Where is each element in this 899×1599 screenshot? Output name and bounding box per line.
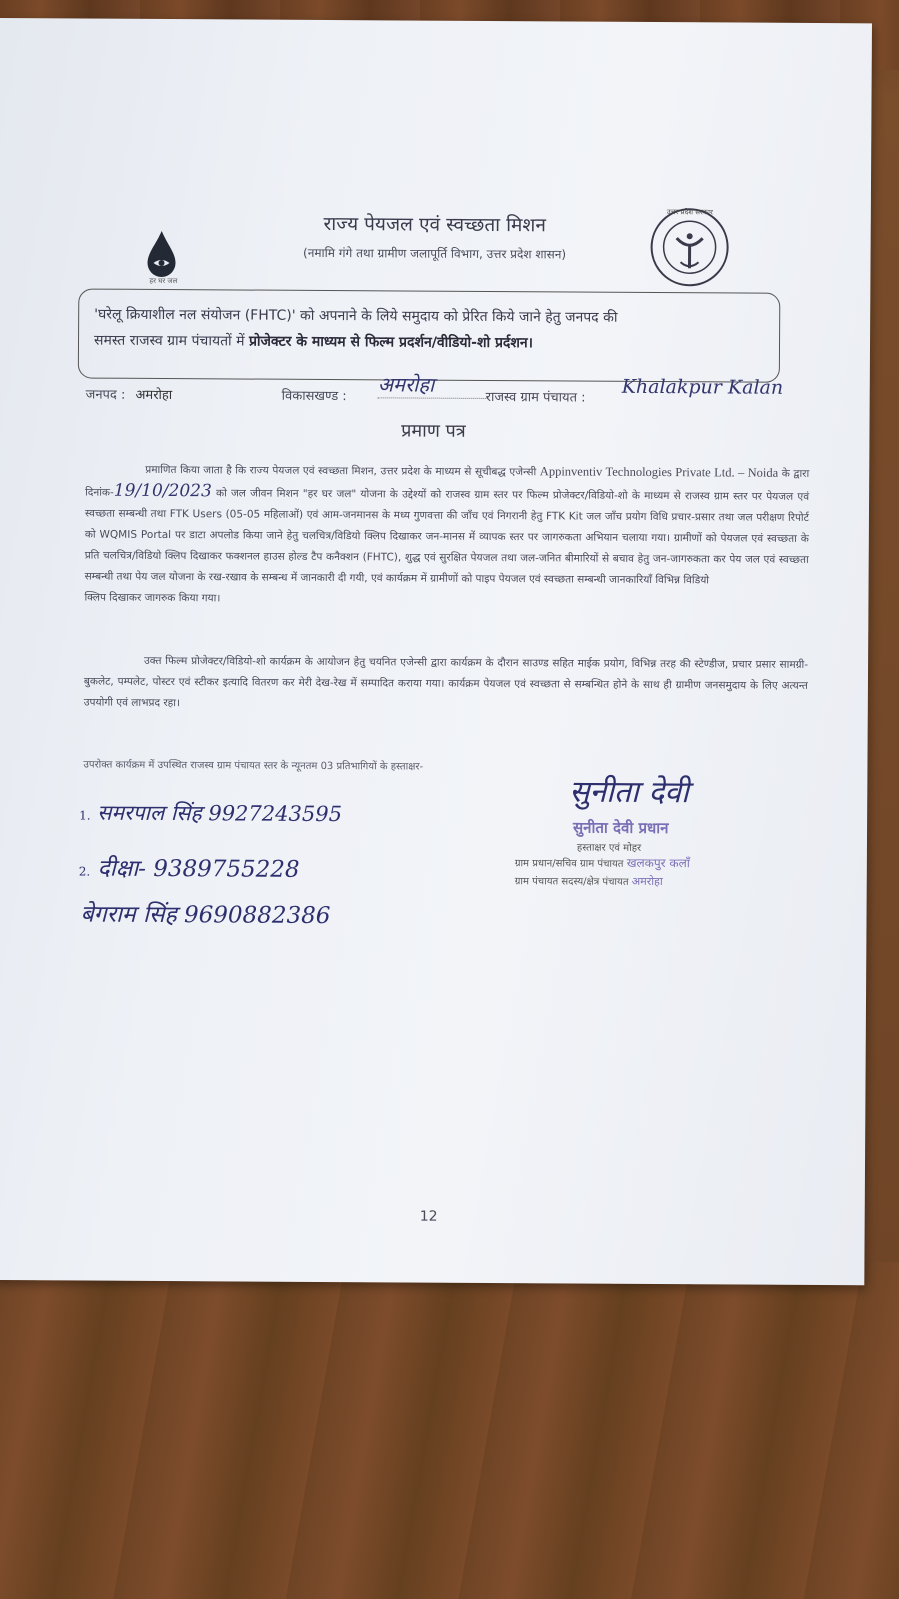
janpad-field — [86, 385, 173, 404]
body-paragraph-2-text: उक्त फिल्म प्रोजेक्टर/विडियो-शो कार्यक्रम के आयोजन हेतु चयनित एजेन्सी द्वारा कार्यक्रम के दौरान साउण्ड सहित माईक प्रयोग, विभिन्न तरह की स्टेण्डीज, प्रचार प्रसार सामग्री-बुकलेट, पम्पलेट, पोस्टर एवं स्टीकर इत्यादि वितरण कर मेरी देख-रेख में सम्पादित कराया गया। कार्यक्रम पेयजल एवं स्वच्छता से सम्बन्धित होने के साथ ही ग्रामीण जनसमुदाय के लिए अत्यन्त उपयोगी एवं लाभप्रद रहा। — [83, 654, 809, 710]
gram-panchayat-label: राजस्व ग्राम पंचायत : — [485, 389, 586, 406]
role-1-stamp: खलकपुर कलाँ — [626, 855, 690, 871]
participant-num: 1. — [79, 808, 91, 823]
participant-text: समरपाल सिंह 9927243595 — [97, 800, 343, 827]
box-line-2-bold: प्रोजेक्टर के माध्यम से फिल्म प्रदर्शन/वीडियो-शो प्रर्दशन। — [248, 333, 534, 352]
body-paragraph-1 — [85, 459, 810, 592]
janpad-label: जनपद : — [85, 387, 126, 403]
body-intro: प्रमाणित किया जाता है कि राज्य पेयजल एवं स्वच्छता मिशन, उत्तर प्रदेश के माध्यम से सूचीबद्ध एजेन्सी — [145, 463, 537, 479]
agency-name: Appinventiv Technologies Private Ltd. – Noida — [539, 464, 779, 480]
participant-text: बेगराम सिंह 9690882386 — [80, 901, 331, 930]
document-page — [0, 18, 872, 1285]
pradhan-signature: सुनीता देवी — [569, 774, 689, 811]
certificate-body — [84, 459, 809, 613]
participant-signature-3 — [80, 897, 330, 931]
vikaskhand-value: अमरोहा — [378, 370, 488, 399]
participant-signature-1 — [79, 798, 342, 828]
body-paragraph-2 — [84, 651, 808, 718]
vikaskhand-label: विकासखण्ड : — [281, 388, 347, 405]
box-line-2-text: समस्त राजस्व ग्राम पंचायतों में — [93, 332, 250, 350]
page-number: 12 — [419, 1208, 438, 1225]
role-2-stamp: अमरोहा — [631, 874, 663, 889]
program-description — [94, 302, 774, 358]
up-government-seal-icon — [648, 206, 730, 288]
wooden-table-surface — [0, 1262, 899, 1599]
box-line-1: 'घरेलू क्रियाशील नल संयोजन (FHTC)' को अपनाने के लिये समुदाय को प्रेरित किये जाने हेतु जनपद की — [94, 306, 618, 326]
certificate-heading: प्रमाण पत्र — [401, 420, 466, 442]
body-main: को जल जीवन मिशन "हर घर जल" योजना के उद्देश्यों को राजस्व ग्राम स्तर पर फिल्म प्रोजेक्टर/विडियो-शो के माध्यम से राजस्व ग्राम स्तर पर पेयजल एवं स्वच्छता सम्बन्धी तथा FTK Users (05-05 महिलाओं) एवं आम-जनमानस के मध्य गुणवत्ता की जाँच एवं निगरानी हेतु FTK Kit जल जाँच प्रयोग विधि प्रचार-प्रसार तथा जल परीक्षण रिपोर्ट को WQMIS Portal पर डाटा अपलोड किया जाने हेतु चलचित्र/विडियो क्लिप दिखाकर जन-मानस में व्यापक स्तर पर जागरुकता अभियान चलाया गया। ग्रामीणों को पेयजल एवं स्वच्छता के प्रति चलचित्र/विडियो क्लिप दिखाकर फक्शनल हाउस होल्ड टैप कनैक्शन (FHTC), शुद्ध एवं सुरक्षित पेयजल तथा जल-जनित बीमारियों से बचाव हेतु जन-जागरुकता कर पेय जल एवं स्वच्छता सम्बन्धी तथा पेय जल योजना के रख-रखाव के सम्बन्ध में जानकारी दी गयी, एवं कार्यक्रम में ग्रामीणों को पाइप पेयजल एवं स्वच्छता सम्बन्धी जानकारियाँ विभिन्न विडियो — [84, 487, 810, 587]
body-paragraph-1-end: क्लिप दिखाकर जागरुक किया गया। — [84, 591, 221, 605]
logo-caption: हर घर जल — [149, 276, 178, 286]
role-line-2 — [515, 873, 663, 889]
participant-text: दीक्षा- 9389755228 — [97, 855, 300, 883]
participants-note: उपरोक्त कार्यक्रम में उपस्थित राजस्व ग्राम पंचायत स्तर के न्यूनतम 03 प्रतिभागियों के हस्ताक्षर- — [83, 759, 424, 773]
document-title: राज्य पेयजल एवं स्वच्छता मिशन — [323, 212, 546, 237]
gram-panchayat-field — [485, 375, 784, 406]
role-2: ग्राम पंचायत सदस्य/क्षेत्र पंचायत — [514, 876, 629, 888]
har-ghar-jal-logo — [141, 227, 201, 297]
document-subtitle: (नमामि गंगे तथा ग्रामीण जलापूर्ति विभाग, उत्तर प्रदेश शासन) — [302, 245, 567, 262]
body-date-prefix: के द्वारा दिनांक- — [85, 467, 810, 499]
seal-caption: उत्तर प्रदेश सरकार — [666, 208, 713, 217]
pradhan-stamp: सुनीता देवी प्रधान — [573, 818, 669, 838]
gram-panchayat-value: Khalakpur Kalan — [621, 375, 784, 399]
event-date: 19/10/2023 — [113, 480, 212, 502]
sign-label: हस्ताक्षर एवं मोहर — [576, 842, 642, 854]
janpad-value: अमरोहा — [135, 387, 173, 404]
box-line-2 — [94, 328, 774, 358]
participant-signature-2 — [79, 850, 300, 883]
role-1: ग्राम प्रधान/सचिव ग्राम पंचायत — [514, 858, 624, 870]
participant-num: 2. — [78, 864, 91, 879]
role-line-1 — [515, 853, 690, 871]
vikaskhand-field — [281, 372, 435, 405]
